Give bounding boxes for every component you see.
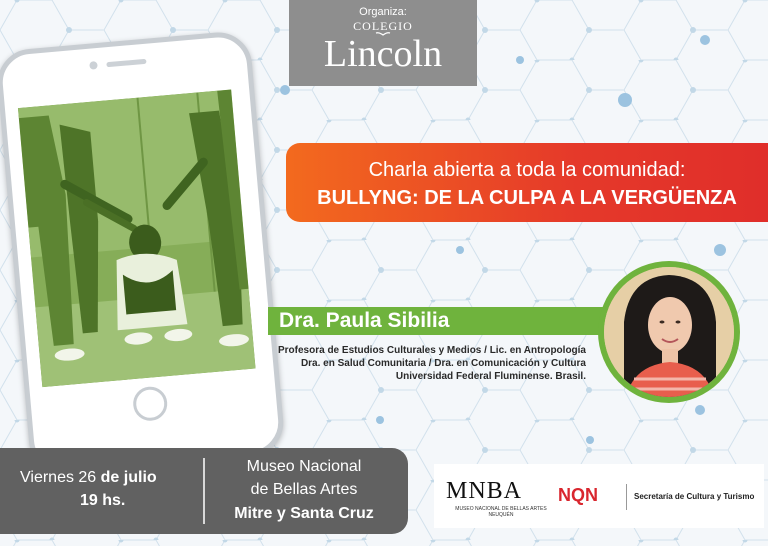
credential-line: Dra. en Salud Comunitaria / Dra. en Comunicación y Cultura [300, 358, 586, 369]
event-date [20, 469, 157, 487]
event-info-bar [0, 448, 408, 534]
headline-banner [286, 143, 768, 222]
speaker-credentials [278, 344, 586, 383]
venue-line1: Museo Nacional [246, 458, 362, 475]
speaker-portrait [598, 261, 740, 403]
smartphone-illustration [0, 30, 286, 476]
bullying-scene-image [18, 89, 256, 387]
school-top-text: COLEGIO [353, 19, 413, 33]
event-time: 19 hs. [80, 492, 126, 509]
secretaria-label: Secretaría de Cultura y Turismo [634, 492, 755, 501]
organizer-box [289, 0, 477, 86]
date-prefix: Viernes 26 [20, 469, 101, 486]
date-month: de julio [100, 469, 157, 486]
bullying-photo [18, 89, 256, 387]
headline-line1: Charla abierta a toda la comunidad: [368, 159, 686, 181]
credential-line: Universidad Federal Fluminense. Brasil. [395, 371, 586, 382]
venue-address: Mitre y Santa Cruz [234, 505, 374, 522]
venue-line2: de Bellas Artes [250, 481, 358, 498]
nqn-logo: NQN [558, 485, 598, 505]
headline-title: BULLYNG: DE LA CULPA A LA VERGÜENZA [317, 187, 737, 209]
school-logo-name: Lincoln [323, 33, 443, 75]
speaker-photo [604, 267, 734, 397]
sponsor-divider [626, 484, 627, 510]
speaker-name: Dra. Paula Sibilia [279, 309, 450, 332]
credential-line: Profesora de Estudios Culturales y Medios / Lic. en Antropología [277, 345, 586, 356]
sponsors-box [434, 464, 764, 528]
mnba-logo: MNBA [446, 478, 523, 504]
organizer-label: Organiza: [359, 6, 407, 18]
info-divider [203, 458, 205, 524]
mnba-logo-subtitle: MUSEO NACIONAL DE BELLAS ARTES NEUQUÉN [455, 506, 547, 518]
